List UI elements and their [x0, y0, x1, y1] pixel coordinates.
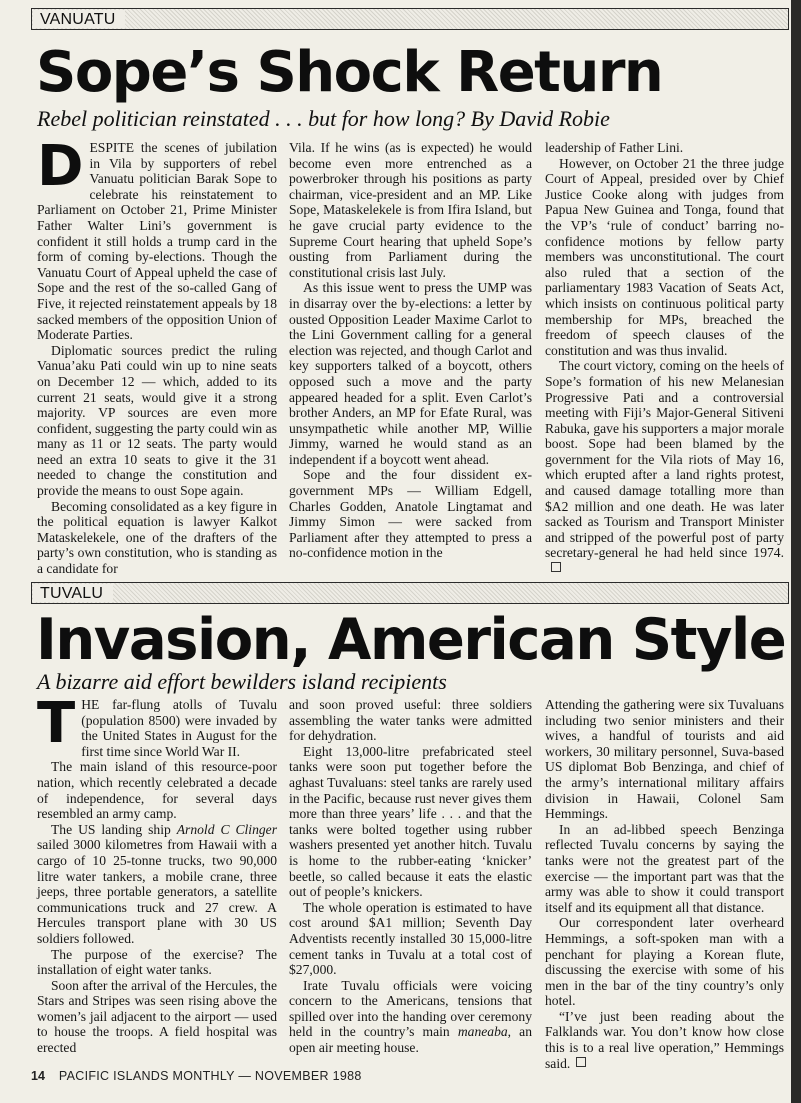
body-paragraph: As this issue went to press the UMP was in disarray over the by-elections: a letter by ousted Opposition Leader Maxime Carlot to the Lini Government calling for a general election was rejected, and though Carlot and key supporters talked of a boycott, others opposed such a move and the party appeared headed for a split. Even Carlot’s brother Anders, an MP for Efate Rural, was unsympathetic while another MP, Willie Jimmy, warned he would stand as an independent if a boycott went ahead.: [289, 280, 532, 467]
drop-cap: T: [37, 691, 76, 756]
article-column-2: [289, 697, 532, 1061]
drop-cap: D: [37, 134, 84, 199]
magazine-issue: PACIFIC ISLANDS MONTHLY — NOVEMBER 1988: [58, 1069, 362, 1083]
section-label: TUVALU: [33, 584, 113, 602]
body-paragraph: The whole operation is estimated to have cost around $A1 million; Seventh Day Adventists recently installed 30 15,000-litre cement tanks in Tuvalu at a total cost of $27,000.: [289, 899, 532, 978]
body-paragraph: In an ad-libbed speech Benzinga reflected Tuvalu concerns by saying the tanks were not the greatest part of the exercise — the important part was that the army was able to show it could transport itself and its equipment all that distance.: [545, 821, 784, 915]
ship-name: Arnold C Clinger: [176, 821, 277, 837]
body-paragraph: Becoming consolidated as a key figure in the political equation is lawyer Kalkot Mataskelekele, one of the drafters of the party’s own constitution, who is standing as a candidate for: [37, 498, 277, 577]
article-headline: Sope’s Shock Return: [36, 40, 663, 105]
body-paragraph: Sope and the four dissident ex-government MPs — William Edgell, Charles Godden, Anatole Lingtamat and Jimmy Simon — were sacked from Parliament after they attempted to press a no-confidence motion in the: [289, 467, 532, 561]
body-paragraph: Vila. If he wins (as is expected) he would become even more entrenched as a powerbroker through his positions as party chairman, vice-president and an MP. Like Sope, Mataskelekele is from Ifira Island, but he gave crucial party evidence to the Supreme Court hearing that upheld Sope’s ousting from Parliament during the constitutional crisis last July.: [289, 140, 532, 280]
page-number: 14: [31, 1069, 45, 1083]
body-paragraph: THE far-flung atolls of Tuvalu (population 8500) were invaded by the United States in August for the first time since World War II.: [37, 691, 277, 759]
article-column-3: [545, 140, 784, 576]
body-paragraph: Attending the gathering were six Tuvaluans including two senior ministers and their wives, a handful of tourists and aid workers, 30 military personnel, Suva-based US diplomat Bob Benzinga, and chief of the army’s international military affairs division in Hawaii, Colonel Sam Hemmings.: [545, 697, 784, 822]
body-paragraph: The court victory, coming on the heels of Sope’s formation of his new Melanesian Progressive Pati and a controversial meeting with Fiji’s Major-General Sitiveni Rabuka, gave his supporters a major morale boost. Sope had been blamed by the government for the Vila riots of May 16, which erupted after a land rights protest, and caused damage totalling more than $A2 million and one death. He was later sacked as Tourism and Transport Minister and stripped of the powerful post of party secretary-general he had held since 1974.: [545, 358, 784, 576]
article-column-2: [289, 140, 532, 576]
body-paragraph: Diplomatic sources predict the ruling Vanua’aku Pati could win up to nine seats on December 12 — which, added to its current 21 seats, would give it a strong majority. VP sources are even more confident, suggesting the party could win as many as 11 or 12 seats. The party would need an extra 10 seats to give it the 31 needed to change the constitution and provide the means to oust Sope again.: [37, 342, 277, 499]
body-paragraph: DESPITE the scenes of jubilation in Vila by supporters of rebel Vanuatu politician Barak Sope to celebrate his reinstatement to Parliament on October 21, Prime Minister Father Walter Lini’s government is confident it still holds a trump card in the form of coming by-elections. Though the Vanuatu Court of Appeal upheld the case of Sope and the rest of the so-called Gang of Five, it rejected reinstatement appeals by 18 sacked members of the opposition Union of Moderate Parties.: [37, 134, 277, 343]
section-bar-vanuatu: [31, 8, 789, 30]
body-paragraph: The main island of this resource-poor nation, which recently celebrated a decade of independence, for several days resembled an army camp.: [37, 759, 277, 822]
article-headline: Invasion, American Style: [36, 607, 786, 673]
body-paragraph: leadership of Father Lini.: [545, 140, 684, 155]
article-standfirst: A bizarre aid effort bewilders island recipients: [37, 669, 447, 694]
body-paragraph: “I’ve just been reading about the Falklands war. You don’t know how close this is to a real live operation,” Hemmings said.: [545, 1008, 784, 1071]
article-standfirst: Rebel politician reinstated . . . but for how long? By David Robie: [37, 106, 610, 131]
section-label: VANUATU: [33, 10, 125, 28]
body-paragraph: However, on October 21 the three judge Court of Appeal, presided over by Chief Justice Cooke along with judges from Papua New Guinea and Tonga, found that the VP’s ‘rule of conduct’ barring no-confidence motions by fellow party members was unconstitutional. The court also ruled that a section of the parliamentary 1983 Vacation of Seats Act, which insists on continuous political party membership for MPs, breached the freedom of speech clauses of the constitution and was thus invalid.: [545, 155, 784, 358]
article-column-1: [37, 134, 277, 577]
page-edge: [791, 0, 801, 1103]
body-paragraph: Soon after the arrival of the Hercules, the Stars and Stripes was seen rising above the women’s jail adjacent to the airport — used to house the troops. A field hospital was erected: [37, 977, 277, 1056]
body-paragraph: and soon proved useful: three soldiers assembling the water tanks were admitted for dehydration.: [289, 697, 532, 744]
body-paragraph: The purpose of the exercise? The installation of eight water tanks.: [37, 946, 277, 978]
body-paragraph: Irate Tuvalu officials were voicing concern to the Americans, tensions that spilled over into the handing over ceremony held in the country’s main maneaba, an open air meeting house.: [289, 977, 532, 1056]
body-paragraph: Our correspondent later overheard Hemmings, a soft-spoken man with a penchant for playing a Korean flute, discussing the exercise with some of his men in the bar of the tiny country’s only hotel.: [545, 915, 784, 1009]
body-paragraph: The US landing ship Arnold C Clinger sailed 3000 kilometres from Hawaii with a cargo of 10 25-tonne trucks, two 90,000 litre water tankers, a mobile crane, three jeeps, three portable generators, a satellite communications truck and 27 crew. A Hercules transport plane with 30 US soldiers followed.: [37, 821, 277, 946]
section-bar-tuvalu: [31, 582, 789, 604]
body-paragraph: Eight 13,000-litre prefabricated steel tanks were soon put together before the aghast Tuvaluans: steel tanks are rarely used in the Pacific, because rust never gives them more than three years’ life . . . and that the tanks were bolted together using rubber washers presented yet another hitch. Tuvalu is home to the rubber-eating ‘knicker’ beetle, so called because it eats the elastic out of people’s knickers.: [289, 743, 532, 900]
end-mark-icon: [576, 1057, 586, 1067]
italic-term: maneaba: [457, 1024, 508, 1040]
article-column-1: [37, 691, 277, 1061]
article-column-3: [545, 697, 784, 1071]
end-mark-icon: [551, 562, 561, 572]
page-footer: [31, 1069, 362, 1083]
